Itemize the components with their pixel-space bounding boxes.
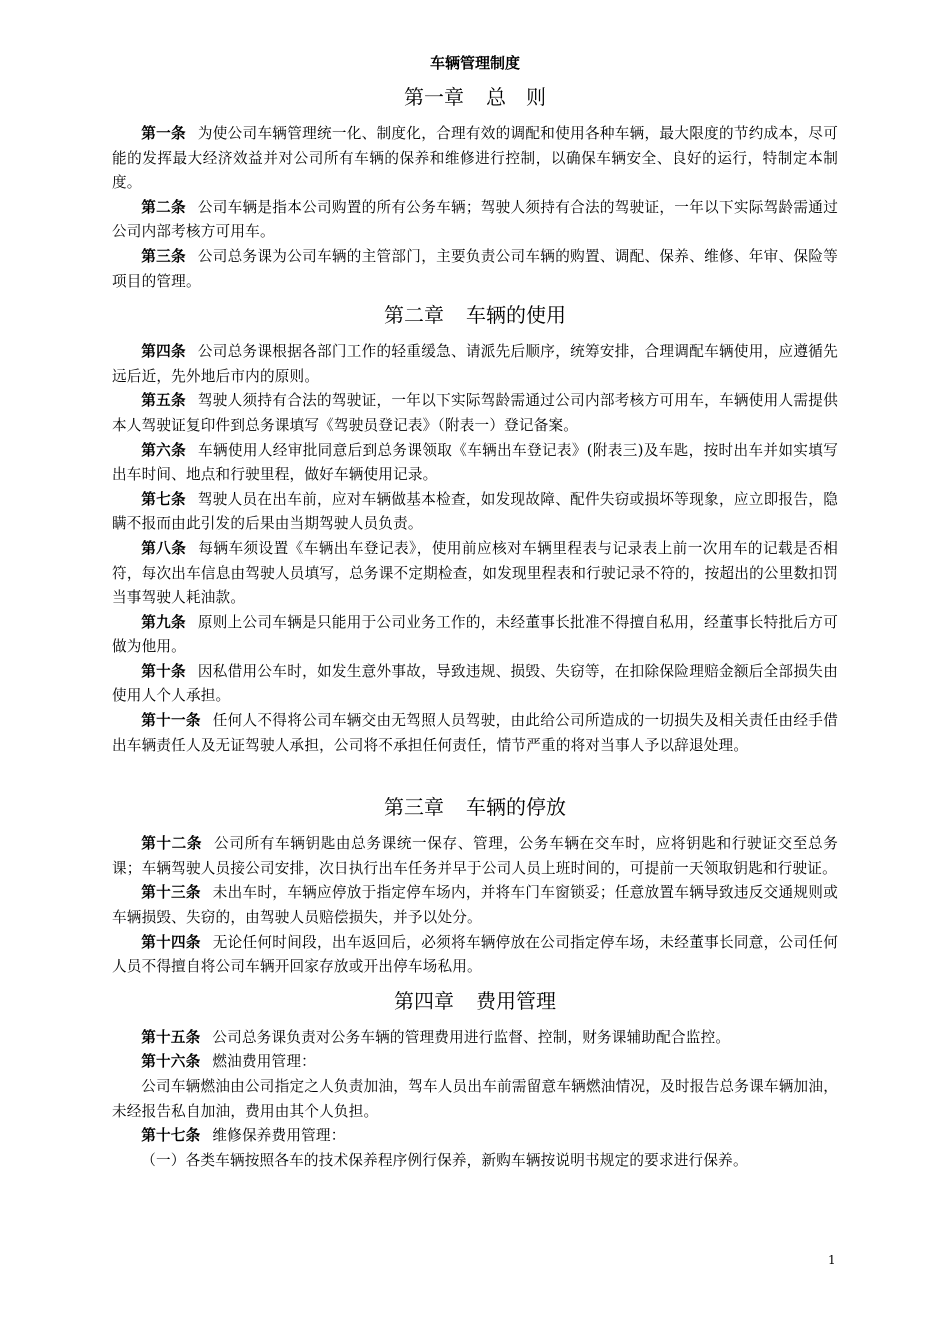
article-4 — [112, 340, 838, 389]
article-5 — [112, 389, 838, 438]
chapter-3-heading — [112, 792, 838, 822]
article-15 — [112, 1026, 838, 1051]
article-label: 第十二条 — [141, 835, 203, 853]
article-text: 为使公司车辆管理统一化、制度化，合理有效的调配和使用各种车辆，最大限度的节约成本，尽可能的发挥最大经济效益并对公司所有车辆的保养和维修进行控制，以确保车辆安全、良好的运行，特制定本制度。 — [112, 125, 838, 192]
chapter-name: 费用管理 — [476, 988, 556, 1013]
document-body — [112, 52, 838, 1173]
article-label: 第八条 — [141, 539, 187, 557]
article-label: 第一条 — [141, 125, 186, 142]
article-14 — [112, 931, 838, 980]
article-3 — [112, 245, 838, 294]
article-label: 第七条 — [141, 490, 186, 508]
article-text: 公司总务课负责对公务车辆的管理费用进行监督、控制，财务课辅助配合监控。 — [212, 1028, 731, 1046]
article-text: 公司车辆是指本公司购置的所有公务车辆；驾驶人须持有合法的驾驶证，一年以下实际驾龄需通过公司内部考核方可用车。 — [112, 198, 838, 241]
article-text: 驾驶人须持有合法的驾驶证，一年以下实际驾龄需通过公司内部考核方可用车，车辆使用人需提供本人驾驶证复印件到总务课填写《驾驶员登记表》（附表一）登记备案。 — [112, 392, 838, 434]
article-text: 未出车时，车辆应停放于指定停车场内，并将车门车窗锁妥；任意放置车辆导致违反交通规则或车辆损毁、失窃的，由驾驶人员赔偿损失，并予以处分。 — [112, 884, 838, 927]
article-label: 第二条 — [141, 198, 186, 216]
article-label: 第六条 — [141, 441, 187, 459]
article-13 — [112, 881, 838, 930]
article-text: 因私借用公车时，如发生意外事故，导致违规、损毁、失窃等，在扣除保险理赔金额后全部损失由使用人个人承担。 — [112, 662, 838, 705]
article-12 — [112, 832, 838, 881]
article-17-item-1: （一）各类车辆按照各车的技术保养程序例行保养，新购车辆按说明书规定的要求进行保养。 — [141, 1151, 748, 1169]
article-text: 车辆使用人经审批同意后到总务课领取《车辆出车登记表》(附表三)及车匙，按时出车并如实填写出车时间、地点和行驶里程，做好车辆使用记录。 — [112, 441, 838, 484]
article-label: 第三条 — [141, 247, 186, 265]
article-17 — [112, 1124, 838, 1149]
article-label: 第十四条 — [141, 933, 201, 951]
article-text: 公司总务课为公司车辆的主管部门，主要负责公司车辆的购置、调配、保养、维修、年审、保险等项目的管理。 — [112, 247, 838, 290]
article-label: 第九条 — [141, 613, 186, 631]
chapter-number: 第一章 — [404, 85, 464, 109]
article-2 — [112, 196, 838, 245]
article-text: 驾驶人员在出车前，应对车辆做基本检查，如发现故障、配件失窃或损坏等现象，应立即报告，隐瞒不报而由此引发的后果由当期驾驶人员负责。 — [112, 490, 838, 533]
article-label: 第十七条 — [141, 1127, 201, 1145]
article-1 — [112, 122, 838, 196]
article-6 — [112, 439, 838, 488]
article-label: 第五条 — [141, 392, 186, 410]
article-10 — [112, 660, 838, 709]
article-text: 无论任何时间段，出车返回后，必须将车辆停放在公司指定停车场，未经董事长同意，公司任何人员不得擅自将公司车辆开回家存放或开出停车场私用。 — [112, 933, 838, 976]
article-text: 公司总务课根据各部门工作的轻重缓急、请派先后顺序，统筹安排，合理调配车辆使用，应遵循先远后近，先外地后市内的原则。 — [112, 343, 838, 385]
article-9 — [112, 611, 838, 660]
article-label: 第十条 — [141, 662, 186, 680]
document-title: 车辆管理制度 — [429, 54, 520, 72]
page-number: 1 — [828, 1253, 836, 1267]
article-text: 任何人不得将公司车辆交由无驾照人员驾驶，由此给公司所造成的一切损失及相关责任由经手借出车辆责任人及无证驾驶人承担，公司将不承担任何责任，情节严重的将对当事人予以辞退处理。 — [112, 712, 838, 754]
chapter-name: 车辆的使用 — [466, 303, 566, 328]
chapter-number: 第二章 — [384, 303, 444, 328]
article-label: 第十一条 — [141, 712, 201, 730]
article-text: 燃油费用管理： — [212, 1053, 316, 1071]
chapter-name: 总 则 — [486, 85, 546, 109]
article-7 — [112, 488, 838, 537]
article-label: 第四条 — [141, 343, 186, 361]
chapter-name: 车辆的停放 — [466, 795, 566, 820]
article-label: 第十五条 — [141, 1028, 201, 1046]
article-text: 维修保养费用管理： — [212, 1127, 346, 1145]
article-11 — [112, 709, 838, 758]
chapter-1-heading — [112, 82, 838, 112]
article-16 — [112, 1050, 838, 1075]
chapter-number: 第三章 — [384, 795, 444, 820]
article-label: 第十六条 — [141, 1053, 201, 1071]
article-16-paragraph: 公司车辆燃油由公司指定之人负责加油，驾车人员出车前需留意车辆燃油情况，及时报告总务课车辆加油，未经报告私自加油，费用由其个人负担。 — [112, 1078, 838, 1120]
article-text: 原则上公司车辆是只能用于公司业务工作的，未经董事长批准不得擅自私用，经董事长特批后方可做为他用。 — [112, 613, 838, 656]
chapter-number: 第四章 — [394, 988, 454, 1013]
article-8 — [112, 537, 838, 611]
article-text: 公司所有车辆钥匙由总务课统一保存、管理，公务车辆在交车时，应将钥匙和行驶证交至总务课；车辆驾驶人员接公司安排，次日执行出车任务并早于公司人员上班时间的，可提前一天领取钥匙和行驶证。 — [112, 835, 838, 877]
article-text: 每辆车须设置《车辆出车登记表》，使用前应核对车辆里程表与记录表上前一次用车的记载是否相符，每次出车信息由驾驶人员填写，总务课不定期检查，如发现里程表和行驶记录不符的，按超出的公里数扣罚当事驾驶人耗油款。 — [112, 539, 838, 607]
article-label: 第十三条 — [141, 884, 201, 902]
chapter-2-heading — [112, 300, 838, 330]
chapter-4-heading — [112, 986, 838, 1016]
